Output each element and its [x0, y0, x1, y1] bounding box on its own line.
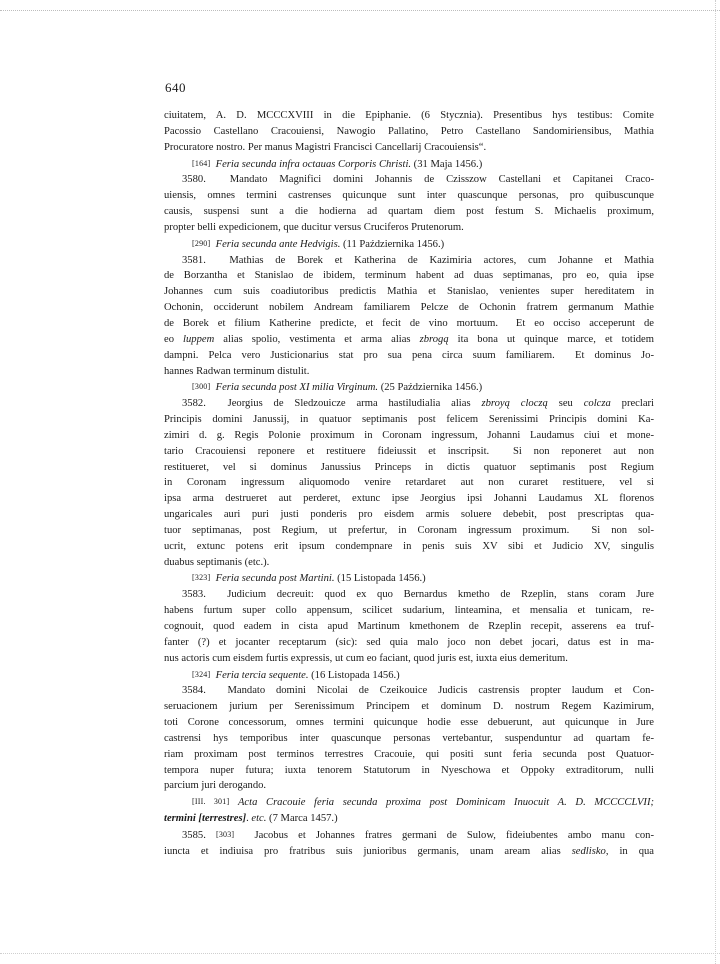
text-line: 3582. Jeorgius de Sledzouicze arma hastiludialia alias zbroyą cloczą seu colcza preclari: [182, 398, 654, 410]
text-line: propter belli expedicionem, que ducitur versus Cruciferos Prutenorum.: [164, 221, 464, 233]
text-line: duabus septimanis (etc.).: [164, 556, 270, 568]
text-line: 3585. [303] Jacobus et Johannes fratres germani de Sulow, fideiubentes ambo manu con-: [182, 829, 654, 841]
text-line: habens furtum super collo appensum, scilicet sudarium, linteamina, et mensalia et tunicam, re-: [164, 605, 654, 617]
text-line: parcium juri derogando.: [164, 780, 267, 792]
text-line: Johannes cum suis coadiutoribus predictis Mathia et Stanislao, venientes super hereditatem in: [164, 286, 654, 298]
text-line: toti Corone concessorum, omnes termini quicunque hodie esse debuerunt, aut quicunque in Jure: [164, 717, 654, 729]
page-edge-top: [0, 0, 720, 11]
text-line: ungaricales auri puri justi ponderis pro eisdem armis soluere debebit, post prescriptas qua-: [164, 509, 654, 521]
text-line: causis, suspensi sunt a die hodierna ad quartam diem post festum S. Michaelis proximum,: [164, 206, 654, 218]
text-line: ucrit, extunc potens erit ipsum condempnare in penis suis XV sibi et Judicio XV, singulis: [164, 540, 654, 552]
text-line: 3584. Mandato domini Nicolai de Czeikouice Judicis castrensis propter laudum et Con-: [182, 685, 654, 697]
text-line: [III. 301] Acta Cracouie feria secunda proxima post Dominicam Inuocuit A. D. MCCCCLVII;: [192, 797, 654, 809]
text-line: 3583. Judicium decreuit: quod ex quo Bernardus kmetho de Rzeplin, stans coram Jure: [182, 589, 654, 601]
text-line: Ochonin, occiderunt nobilem Andream familiarem Pelcze de Ochonin fratrem germanum Mathie: [164, 302, 654, 314]
text-line: tario Cracouiensi reponere et restituere fideiussit et inscripsit. Si non reponeret aut non: [164, 445, 654, 457]
text-line: Principis domini Janussij, in quatuor septimanis post felicem Serenissimi Principis domini Ka-: [164, 414, 654, 426]
text-line: ciuitatem, A. D. MCCCXVIII in die Epiphanie. (6 Stycznia). Presentibus hys testibus: Comite: [164, 110, 654, 121]
text-line: seruacionem jurium per Serenissimum Principem et dominum D. nostrum Regem Kazimirum,: [164, 701, 654, 713]
text-line: Procuratore nostro. Per manus Magistri Francisci Cancellarij Cracouiensis“.: [164, 141, 487, 153]
text-line: de Borek et filium Katherine predicte, et fecit de vino mortuum. Et eo occiso acceperunt de: [164, 317, 654, 329]
text-line: fanter (?) et jocanter receptarum (sic): sed quia malo joco non debet jocari, datus est in ma-: [164, 636, 654, 648]
page-edge-right: [714, 0, 716, 964]
text-line: tempora nuper futura; iuxta tenorem Statutorum in Nyeschowa et Oppoky extraditorum, nulli: [164, 764, 654, 776]
text-line: riam proximam post terminos terrestres Cracouie, qui positi sunt feria secunda post Quatuor-: [164, 748, 654, 760]
document-body: [164, 108, 654, 860]
text-line: 3581. Mathias de Borek et Katherina de Kazimiria actores, cum Johanne et Mathia: [182, 254, 654, 266]
text-line: [300] Feria secunda post XI milia Virginum. (25 Października 1456.): [192, 382, 483, 394]
text-line: cognouit, quod eadem in cista apud Martinum kmethonem de Rzeplin recepit, asserens ea truf-: [164, 621, 654, 632]
text-line: tuor septimanas, post Regium, ut prefertur, in Coronam ingressum proximum. Si non sol-: [164, 524, 654, 536]
text-line: Pacossio Castellano Cracouiensi, Nawogio Pallatino, Petro Castellano Sandomiriensibus, Mathia: [164, 125, 654, 137]
text-line: [323] Feria secunda post Martini. (15 Listopada 1456.): [192, 573, 426, 585]
text-line: zimiri d. g. Regis Polonie proximum in Coronam ingressum, Johanni Laudamus ciui et mone-: [164, 429, 654, 441]
text-line: eo luppem alias spolio, vestimenta et arma alias zbrogą ita bona ut quinque marce, et totidem: [164, 333, 654, 345]
text-line: de Borzantha et Stanislao de ibidem, terminum habent ad duas septimanas, pro eo, quia ipse: [164, 270, 654, 282]
text-line: hannes Radwan terminum distulit.: [164, 365, 310, 377]
text-line: [164] Feria secunda infra octauas Corporis Christi. (31 Maja 1456.): [192, 158, 483, 170]
text-line: in Coronam ingressum aliquomodo venire retardaret aut non curaret restituere, vel si: [164, 477, 654, 489]
text-line: 3580. Mandato Magnifici domini Johannis de Czisszow Castellani et Capitanei Craco-: [182, 174, 654, 186]
text-line: ipsa arma destrueret aut perderet, extunc ipse Jeorgius ipsi Johanni Laudamus XL florenos: [164, 493, 654, 505]
page-edge-bottom: [0, 953, 720, 964]
page-number: 640: [165, 80, 186, 95]
text-line: [324] Feria tercia sequente. (16 Listopada 1456.): [192, 669, 400, 681]
text-line: [290] Feria secunda ante Hedvigis. (11 Października 1456.): [192, 238, 445, 250]
text-line: castrensi hys temporibus inter quascunque personas vertebantur, suspenduntur ad quartam fe-: [164, 732, 654, 744]
text-line: iuncta et indiuisa pro fratribus suis junioribus germanis, unam aream alias sedlisko, in qua: [164, 845, 654, 857]
text-line: uiensis, omnes termini castrenses quicunque sunt inter quascunque personas, pro quibuscunque: [164, 190, 654, 202]
text-line: nus actoris cum eisdem furtis expressis, ut cum eo faciant, quod juris est, iuxta eius demeritum.: [164, 652, 568, 664]
text-line: dampni. Pelca vero Justicionarius stat pro sua pena circa suum familiarem. Et dominus Jo-: [164, 349, 654, 361]
text-line: termini [terrestres]. etc. (7 Marca 1457.): [164, 813, 338, 825]
text-line: restitueret, vel si dominus Janussius Princeps in dictis quatuor septimanis post Regium: [164, 461, 654, 473]
